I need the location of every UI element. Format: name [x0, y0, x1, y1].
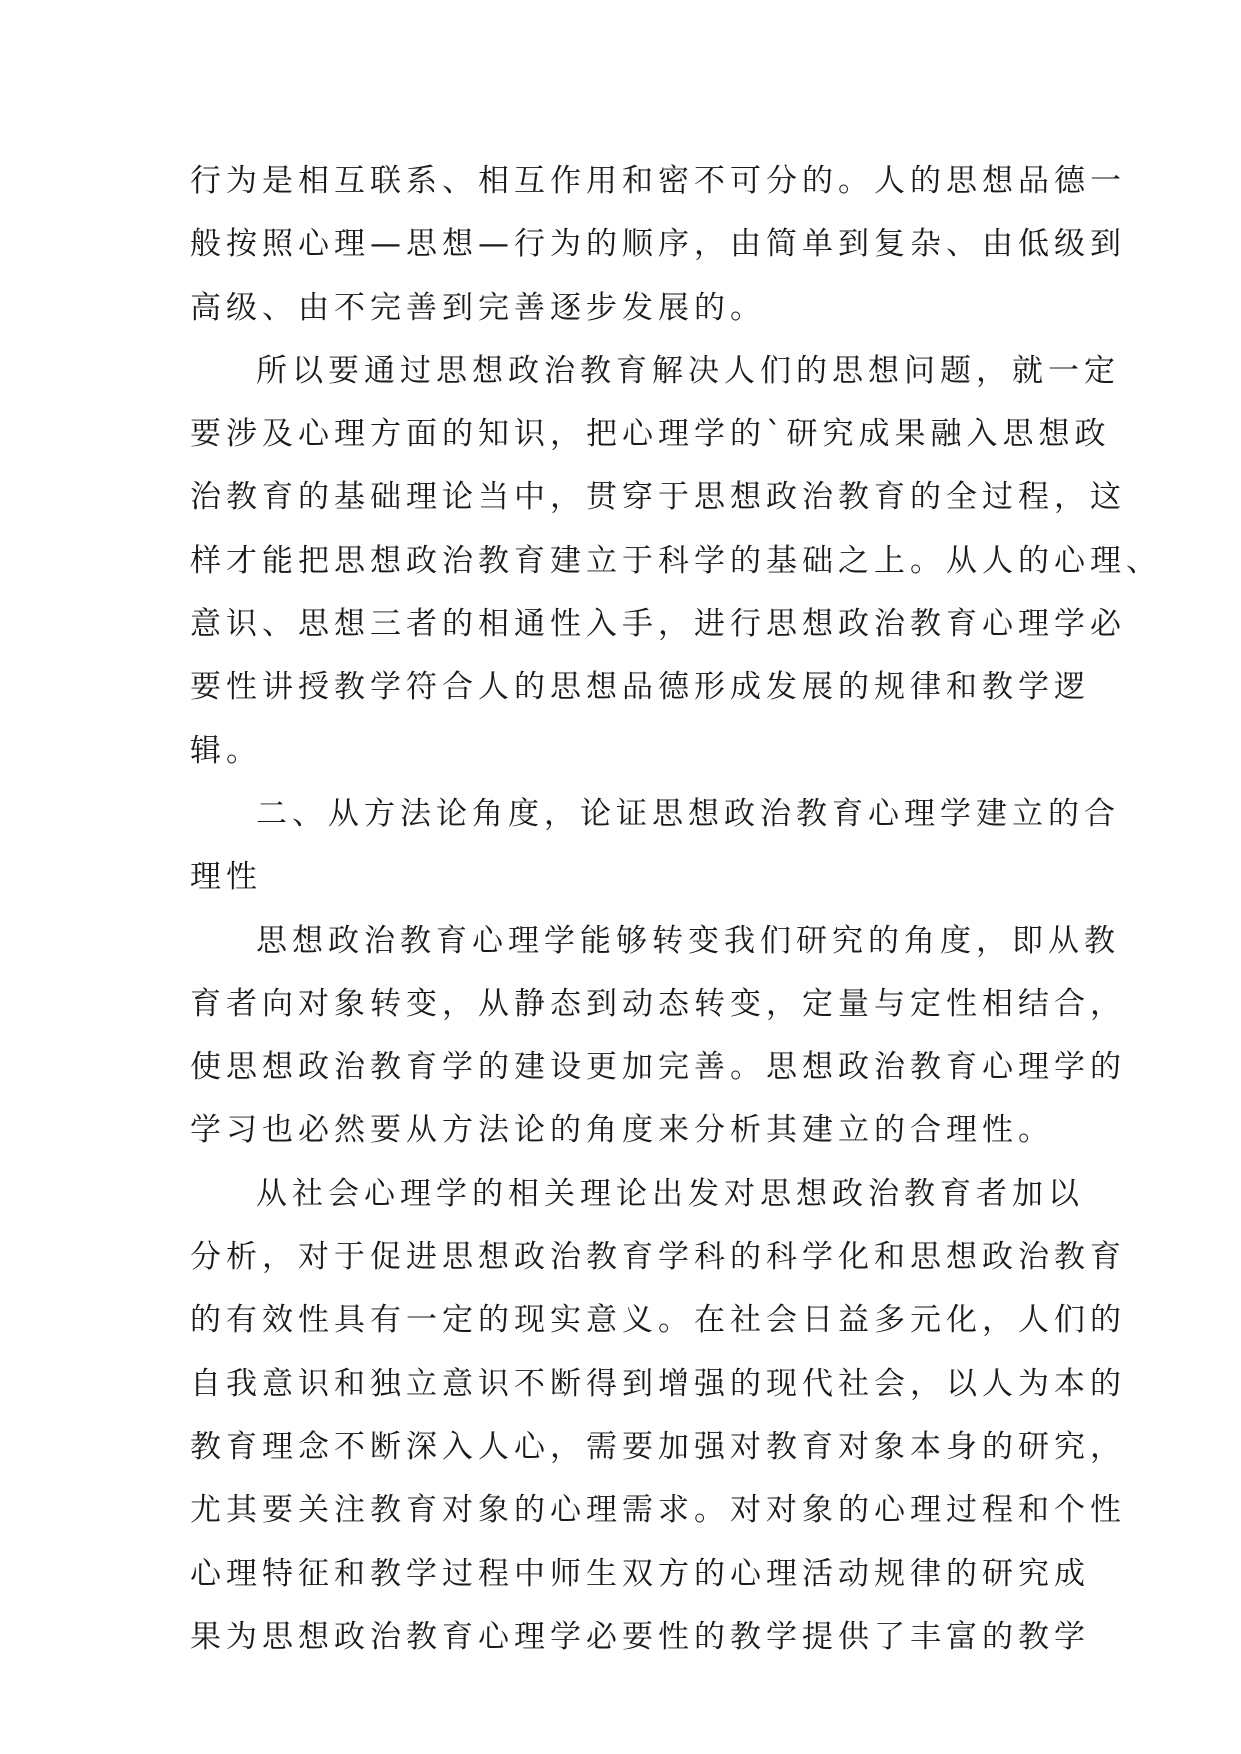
text-line: 辑。: [190, 732, 262, 769]
text-line: 使思想政治教育学的建设更加完善。思想政治教育心理学的: [190, 1049, 1126, 1086]
text-line: 自我意识和独立意识不断得到增强的现代社会，以人为本的: [190, 1365, 1126, 1402]
text-line: 行为是相互联系、相互作用和密不可分的。人的思想品德一: [190, 163, 1126, 199]
text-line: 的有效性具有一定的现实意义。在社会日益多元化，人们的: [190, 1302, 1126, 1339]
text-line: 分析，对于促进思想政治教育学科的科学化和思想政治教育: [190, 1239, 1126, 1276]
body-text: [190, 150, 1162, 1669]
text-line: 尤其要关注教育对象的心理需求。对对象的心理过程和个性: [190, 1492, 1126, 1529]
section-heading: 二、从方法论角度，论证思想政治教育心理学建立的合: [256, 795, 1120, 832]
section-heading-continued: 理性: [190, 859, 262, 896]
text-line: 治教育的基础理论当中，贯穿于思想政治教育的全过程，这: [190, 479, 1126, 516]
text-line: 所以要通过思想政治教育解决人们的思想问题，就一定: [256, 352, 1120, 389]
text-line: 要涉及心理方面的知识，把心理学的`研究成果融入思想政: [190, 416, 1111, 453]
text-line: 般按照心理—思想—行为的顺序，由简单到复杂、由低级到: [190, 226, 1126, 263]
text-line: 高级、由不完善到完善逐步发展的。: [190, 289, 766, 326]
text-line: 样才能把思想政治教育建立于科学的基础之上。从人的心理、: [190, 542, 1162, 579]
text-line: 意识、思想三者的相通性入手，进行思想政治教育心理学必: [190, 606, 1126, 643]
text-line: 要性讲授教学符合人的思想品德形成发展的规律和教学逻: [190, 669, 1090, 706]
text-line: 学习也必然要从方法论的角度来分析其建立的合理性。: [190, 1112, 1054, 1149]
text-line: 教育理念不断深入人心，需要加强对教育对象本身的研究，: [190, 1428, 1126, 1465]
text-line: 育者向对象转变，从静态到动态转变，定量与定性相结合，: [190, 985, 1126, 1022]
text-line: 果为思想政治教育心理学必要性的教学提供了丰富的教学: [190, 1618, 1090, 1655]
text-line: 思想政治教育心理学能够转变我们研究的角度，即从教: [256, 922, 1120, 959]
text-line: 心理特征和教学过程中师生双方的心理活动规律的研究成: [190, 1555, 1090, 1592]
text-line: 从社会心理学的相关理论出发对思想政治教育者加以: [256, 1175, 1084, 1212]
